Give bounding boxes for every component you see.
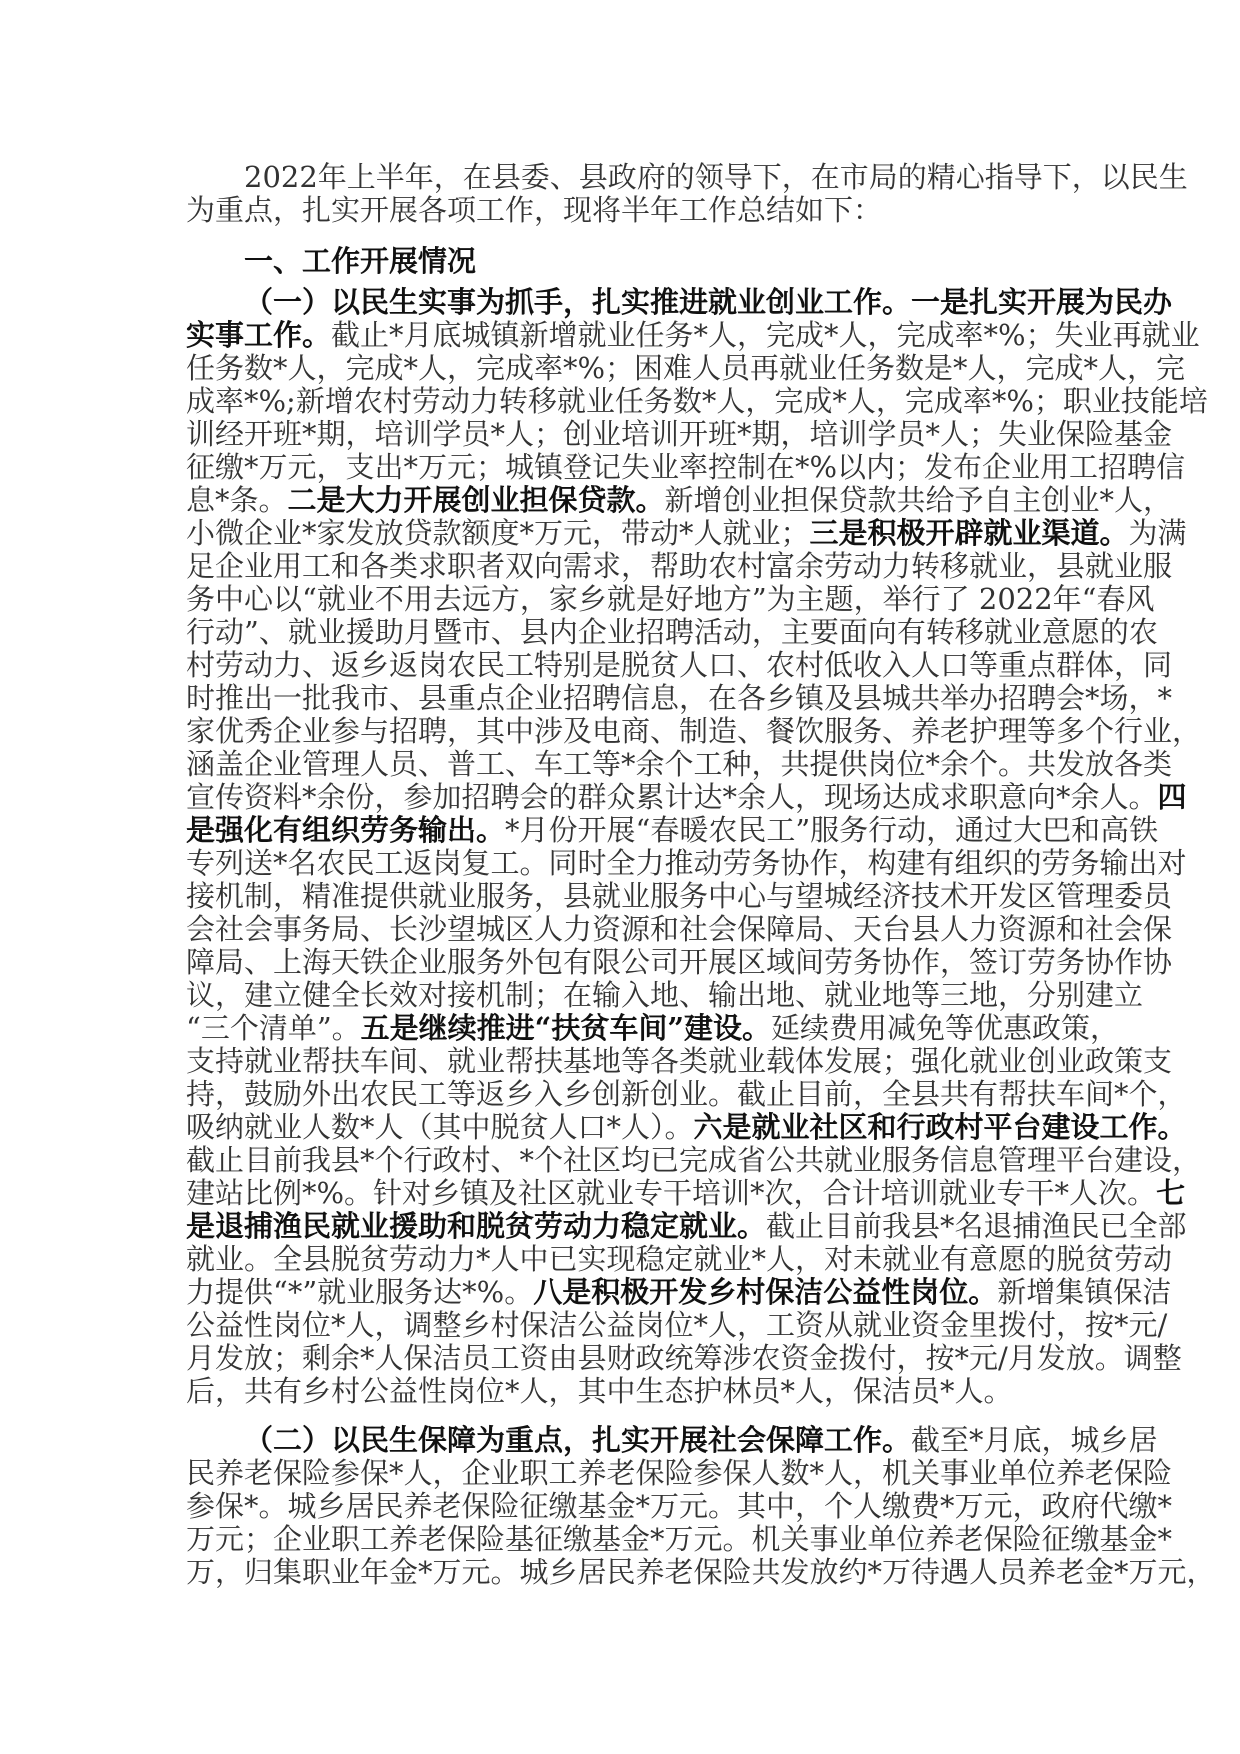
body-text: 足企业用工和各类求职者双向需求，帮助农村富余劳动力转移就业，县就业服 [186,549,1173,583]
body-text: 行动”、就业援助月暨市、县内企业招聘活动，主要面向有转移就业意愿的农 [186,615,1158,649]
body-text: 时推出一批我市、县重点企业招聘信息，在各乡镇及县城共举办招聘会*场，* [186,681,1173,715]
text-line [186,1242,1173,1276]
text-line [186,813,1159,847]
body-text: 力提供“*”就业服务达*%。 [186,1275,534,1309]
body-text: 小微企业*家发放贷款额度*万元，带动*人就业； [186,516,810,550]
bold-text: 四 [1157,780,1187,814]
body-text: 建站比例*%。针对乡镇及社区就业专干培训*次，合计培训就业专干*人次。 [186,1176,1157,1210]
text-line [186,318,1200,352]
employment-paragraph [186,285,1208,1408]
bold-text: 七 [1156,1176,1186,1210]
body-text: 宣传资料*余份，参加招聘会的群众累计达*余人，现场达成求职意向*余人。 [186,780,1158,814]
body-text: 吸纳就业人数*人（其中脱贫人口*人）。 [186,1110,694,1144]
text-line [186,1176,1186,1210]
body-text: 月发放；剩余*人保洁员工资由县财政统筹涉农资金拨付，按*元/月发放。调整 [186,1341,1182,1375]
text-line [186,194,1058,227]
text-line [186,1489,1173,1523]
body-text: 任务数*人，完成*人，完成率*%；困难人员再就业任务数是*人，完成*人，完 [186,351,1186,385]
text-line [186,516,1187,550]
text-line [186,978,1144,1012]
body-text: 民养老保险参保*人，企业职工养老保险参保人数*人，机关事业单位养老保险 [186,1456,1173,1490]
text-line [186,351,1186,385]
text-line [186,1209,1187,1243]
text-line [186,1308,1168,1342]
body-text: 万元；企业职工养老保险基征缴基金*万元。机关事业单位养老保险征缴基金* [186,1522,1173,1556]
bold-text: 一、工作开展情况 [244,244,477,278]
text-line [186,483,1173,517]
text-line [186,714,1202,748]
section-heading [186,245,1058,278]
document-page [186,160,1216,1589]
text-line [186,1143,1202,1177]
bold-text: （二）以民生保障为重点，扎实开展社会保障工作。 [244,1423,912,1457]
text-line [186,1456,1173,1490]
body-text: 专列送*名农民工返岗复工。同时全力推动劳务协作，构建有组织的劳务输出对 [186,846,1187,880]
body-text: 延续费用减免等优惠政策， [771,1011,1120,1045]
body-text: 截止目前我县*个行政村、*个社区均已完成省公共就业服务信息管理平台建设， [186,1143,1202,1177]
text-line [186,681,1173,715]
body-text: 就业。全县脱贫劳动力*人中已实现稳定就业*人，对未就业有意愿的脱贫劳动 [186,1242,1173,1276]
body-text: 截至*月底，城乡居 [911,1423,1158,1457]
body-text: 征缴*万元，支出*万元；城镇登记失业率控制在*%以内；发布企业用工招聘信 [186,450,1186,484]
body-text: 2022年上半年，在县委、县政府的领导下，在市局的精心指导下，以民生 [244,160,1188,194]
body-text: 会社会事务局、长沙望城区人力资源和社会保障局、天台县人力资源和社会保 [186,912,1173,946]
bold-text: 实事工作。 [186,318,332,352]
body-text: 持，鼓励外出农民工等返乡入乡创新创业。截止目前，全县共有帮扶车间*个， [186,1077,1187,1111]
bold-text: 三是积极开辟就业渠道。 [809,516,1129,550]
body-text: 成率*%;新增农村劳动力转移就业任务数*人，完成*人，完成率*%；职业技能培 [186,384,1208,418]
body-text: 村劳动力、返乡返岗农民工特别是脱贫人口、农村低收入人口等重点群体，同 [186,648,1173,682]
body-text: 支持就业帮扶车间、就业帮扶基地等各类就业载体发展；强化就业创业政策支 [186,1044,1173,1078]
body-text: 障局、上海天铁企业服务外包有限公司开展区域间劳务协作，签订劳务协作协 [186,945,1173,979]
bold-text: 二是大力开展创业担保贷款。 [287,483,665,517]
text-line [186,450,1186,484]
bold-text: 是强化有组织劳务输出。 [186,813,506,847]
bold-text: 八是积极开发乡村保洁公益性岗位。 [533,1275,998,1309]
text-line [186,648,1173,682]
text-line [186,912,1173,946]
body-text: 息*条。 [186,483,288,517]
text-line [186,1341,1182,1375]
text-line [186,1555,1216,1589]
body-text: 新增集镇保洁 [997,1275,1172,1309]
bold-text: 六是就业社区和行政村平台建设工作。 [693,1110,1187,1144]
body-text: 为满 [1128,516,1187,550]
body-text: 公益性岗位*人，调整乡村保洁公益岗位*人，工资从就业资金里拨付，按*元/ [186,1308,1168,1342]
body-text: 截止目前我县*名退捕渔民已全部 [766,1209,1187,1243]
text-line [186,1522,1173,1556]
bold-text: 是退捕渔民就业援助和脱贫劳动力稳定就业。 [186,1209,767,1243]
text-line [186,615,1158,649]
text-line [186,160,1188,194]
bold-text: （一）以民生实事为抓手，扎实推进就业创业工作。一是扎实开展为民办 [244,285,1173,319]
text-line [186,582,1155,616]
text-line [186,1011,1120,1045]
body-text: 为重点，扎实开展各项工作，现将半年工作总结如下： [186,193,883,227]
body-text: 接机制，精准提供就业服务，县就业服务中心与望城经济技术开发区管理委员 [186,879,1173,913]
text-line [186,1423,1158,1457]
body-text: 后，共有乡村公益性岗位*人，其中生态护林员*人，保洁员*人。 [186,1374,1013,1408]
social-security-paragraph [186,1423,1216,1589]
text-line [186,780,1187,814]
text-line [186,285,1173,319]
text-line [186,1375,1058,1408]
text-line [186,1275,1172,1309]
body-text: 议，建立健全长效对接机制；在输入地、输出地、就业地等三地，分别建立 [186,978,1144,1012]
body-text: 新增创业担保贷款共给予自主创业*人， [664,483,1173,517]
body-text: *月份开展“春暖农民工”服务行动，通过大巴和高铁 [505,813,1159,847]
text-line [186,879,1173,913]
body-text: 家优秀企业参与招聘，其中涉及电商、制造、餐饮服务、养老护理等多个行业， [186,714,1202,748]
body-text: 截止*月底城镇新增就业任务*人，完成*人，完成率*%；失业再就业 [331,318,1200,352]
bold-text: 五是继续推进“扶贫车间”建设。 [360,1011,772,1045]
text-line [186,417,1173,451]
body-text: 务中心以“就业不用去远方，家乡就是好地方”为主题，举行了 2022年“春风 [186,582,1155,616]
text-line [186,245,1058,278]
text-line [186,1044,1173,1078]
text-line [186,1110,1187,1144]
body-text: “三个清单”。 [186,1011,361,1045]
text-line [186,945,1173,979]
text-line [186,846,1187,880]
text-line [186,549,1173,583]
body-text: 涵盖企业管理人员、普工、车工等*余个工种，共提供岗位*余个。共发放各类 [186,747,1173,781]
body-text: 训经开班*期，培训学员*人；创业培训开班*期，培训学员*人；失业保险基金 [186,417,1173,451]
text-line [186,747,1173,781]
body-text: 参保*。城乡居民养老保险征缴基金*万元。其中，个人缴费*万元，政府代缴* [186,1489,1173,1523]
text-line [186,384,1208,418]
intro-paragraph [186,160,1188,227]
body-text: 万，归集职业年金*万元。城乡居民养老保险共发放约*万待遇人员养老金*万元， [186,1555,1216,1589]
text-line [186,1077,1187,1111]
